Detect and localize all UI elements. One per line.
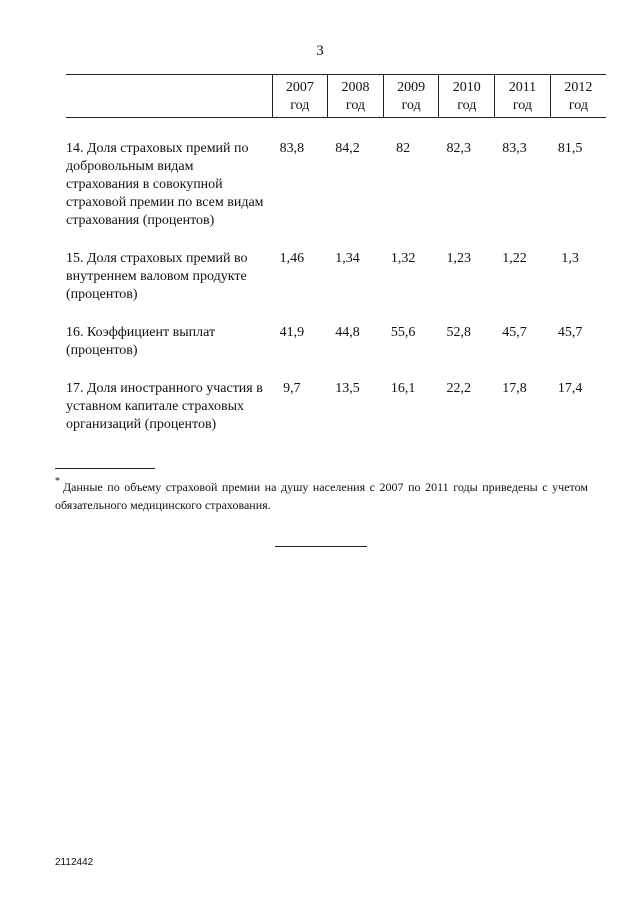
end-divider xyxy=(275,546,367,547)
cell-value: 1,34 xyxy=(335,251,360,266)
footnote xyxy=(55,478,588,514)
row-label: 16. Коэффициент выплат (процентов) xyxy=(66,325,216,358)
cell-value: 82 xyxy=(396,141,411,156)
cell-value: 45,7 xyxy=(502,325,527,340)
cell-value: 84,2 xyxy=(335,141,360,156)
row-label: 15. Доля страховых премий во внутреннем валовом продукте (процентов) xyxy=(66,251,248,302)
row-label: 17. Доля иностранного участия в уставном капитале страховых организаций (процентов) xyxy=(66,381,263,432)
table-row xyxy=(66,140,606,230)
document-code: 2112442 xyxy=(55,857,94,868)
header-year-2010: 2010 год xyxy=(439,75,495,118)
cell-value: 1,3 xyxy=(561,251,579,266)
cell-value: 17,4 xyxy=(557,381,583,396)
cell-value: 17,8 xyxy=(502,381,527,396)
cell-value: 9,7 xyxy=(283,381,301,396)
table-header-row xyxy=(66,75,606,118)
footnote-mark: * xyxy=(55,476,60,487)
header-description-cell xyxy=(66,75,272,118)
cell-value: 82,3 xyxy=(446,141,472,156)
cell-value: 55,6 xyxy=(390,325,416,340)
cell-value: 16,1 xyxy=(390,381,416,396)
header-year-2007: 2007 год xyxy=(272,75,328,118)
cell-value: 81,5 xyxy=(557,141,583,156)
cell-value: 13,5 xyxy=(335,381,360,396)
cell-value: 44,8 xyxy=(335,325,360,340)
table-row xyxy=(66,250,606,304)
cell-value: 1,46 xyxy=(279,251,305,266)
header-year-2008: 2008 год xyxy=(328,75,384,118)
header-year-2012: 2012 год xyxy=(550,75,606,118)
table-row xyxy=(66,324,606,360)
cell-value: 83,3 xyxy=(502,141,527,156)
cell-value: 41,9 xyxy=(279,325,305,340)
header-year-2011: 2011 год xyxy=(495,75,551,118)
cell-value: 45,7 xyxy=(557,325,583,340)
cell-value: 1,23 xyxy=(446,251,472,266)
page-number: 3 xyxy=(316,43,324,59)
row-label: 14. Доля страховых премий по добровольным видам страхования в совокупной страховой премии по всем видам страхования (процентов) xyxy=(66,141,264,228)
footnote-text: Данные по объему страховой премии на душу населения с 2007 по 2011 годы приведены с учетом обязательного медицинского страхования. xyxy=(55,480,588,512)
table-row xyxy=(66,380,606,434)
cell-value: 83,8 xyxy=(279,141,305,156)
cell-value: 52,8 xyxy=(446,325,472,340)
cell-value: 1,22 xyxy=(502,251,527,266)
header-year-2009: 2009 год xyxy=(383,75,439,118)
footnote-divider xyxy=(55,468,155,469)
cell-value: 22,2 xyxy=(446,381,472,396)
cell-value: 1,32 xyxy=(390,251,416,266)
statistics-table xyxy=(66,74,606,434)
